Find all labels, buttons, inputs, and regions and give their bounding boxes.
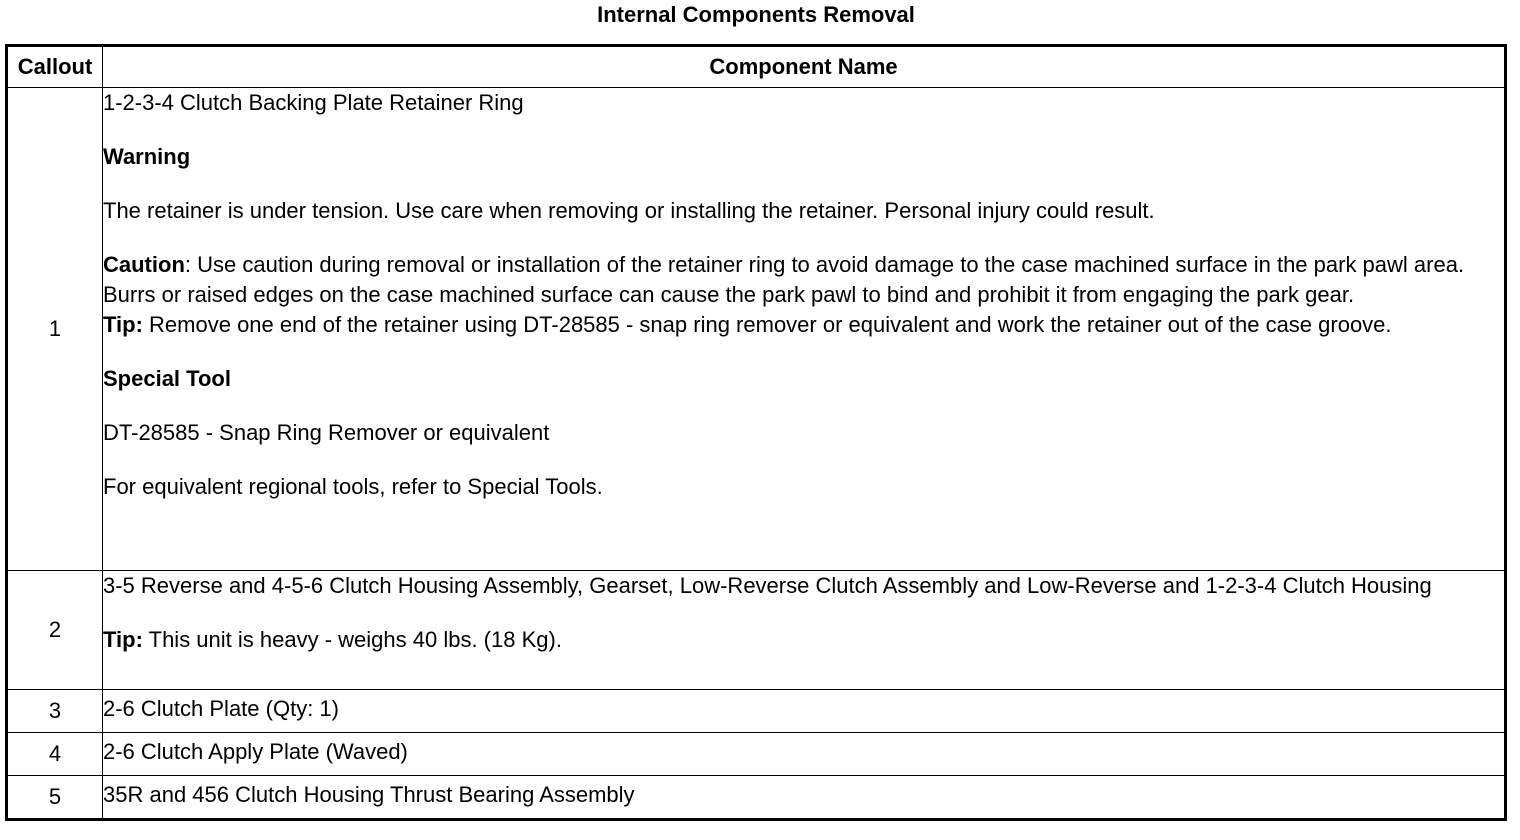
page-title: Internal Components Removal <box>597 2 915 27</box>
table-row <box>7 88 1506 571</box>
special-tool-text: DT-28585 - Snap Ring Remover or equivalent <box>103 420 550 445</box>
callout-cell: 1 <box>7 88 103 571</box>
tip-text: This unit is heavy - weighs 40 lbs. (18 Kg). <box>142 627 562 652</box>
table-row <box>7 733 1506 776</box>
table-header-row <box>7 46 1506 88</box>
callout-cell: 2 <box>7 571 103 690</box>
callout-cell: 3 <box>7 690 103 733</box>
component-cell <box>103 776 1506 820</box>
callout-cell: 5 <box>7 776 103 820</box>
table-row <box>7 776 1506 820</box>
warning-text: The retainer is under tension. Use care when removing or installing the retainer. Personal injury could result. <box>103 198 1155 223</box>
special-tool-heading: Special Tool <box>103 366 231 391</box>
caution-note <box>103 250 1504 310</box>
caution-label: Caution <box>103 252 185 277</box>
component-name: 1-2-3-4 Clutch Backing Plate Retainer Ring <box>103 90 524 115</box>
component-name: 35R and 456 Clutch Housing Thrust Bearing Assembly <box>103 782 635 807</box>
component-cell <box>103 733 1506 776</box>
component-name-column-header: Component Name <box>103 46 1506 88</box>
table-row <box>7 690 1506 733</box>
regional-tools-note: For equivalent regional tools, refer to Special Tools. <box>103 474 603 499</box>
component-cell <box>103 571 1506 690</box>
callout-cell: 4 <box>7 733 103 776</box>
component-cell <box>103 690 1506 733</box>
table-row <box>7 571 1506 690</box>
components-table <box>5 44 1507 821</box>
tip-note <box>103 625 1504 655</box>
tip-text: Remove one end of the retainer using DT-28585 - snap ring remover or equivalent and work the retainer out of the case groove. <box>142 312 1392 337</box>
caution-text: Use caution during removal or installation of the retainer ring to avoid damage to the case machined surface in the park pawl area. Burrs or raised edges on the case machined surface can cause the park pawl to bind and prohibit it from engaging the park gear. <box>103 252 1465 307</box>
component-name: 2-6 Clutch Plate (Qty: 1) <box>103 696 339 721</box>
component-cell <box>103 88 1506 571</box>
tip-label: Tip: <box>103 627 143 652</box>
warning-heading: Warning <box>103 144 191 169</box>
tip-label: Tip: <box>103 312 143 337</box>
component-name: 2-6 Clutch Apply Plate (Waved) <box>103 739 408 764</box>
tip-note <box>103 310 1504 340</box>
callout-column-header: Callout <box>7 46 103 88</box>
caution-colon: : <box>184 252 192 277</box>
component-name: 3-5 Reverse and 4-5-6 Clutch Housing Assembly, Gearset, Low-Reverse Clutch Assembly and Low-Reverse and 1-2-3-4 Clutch Housing <box>103 573 1432 598</box>
